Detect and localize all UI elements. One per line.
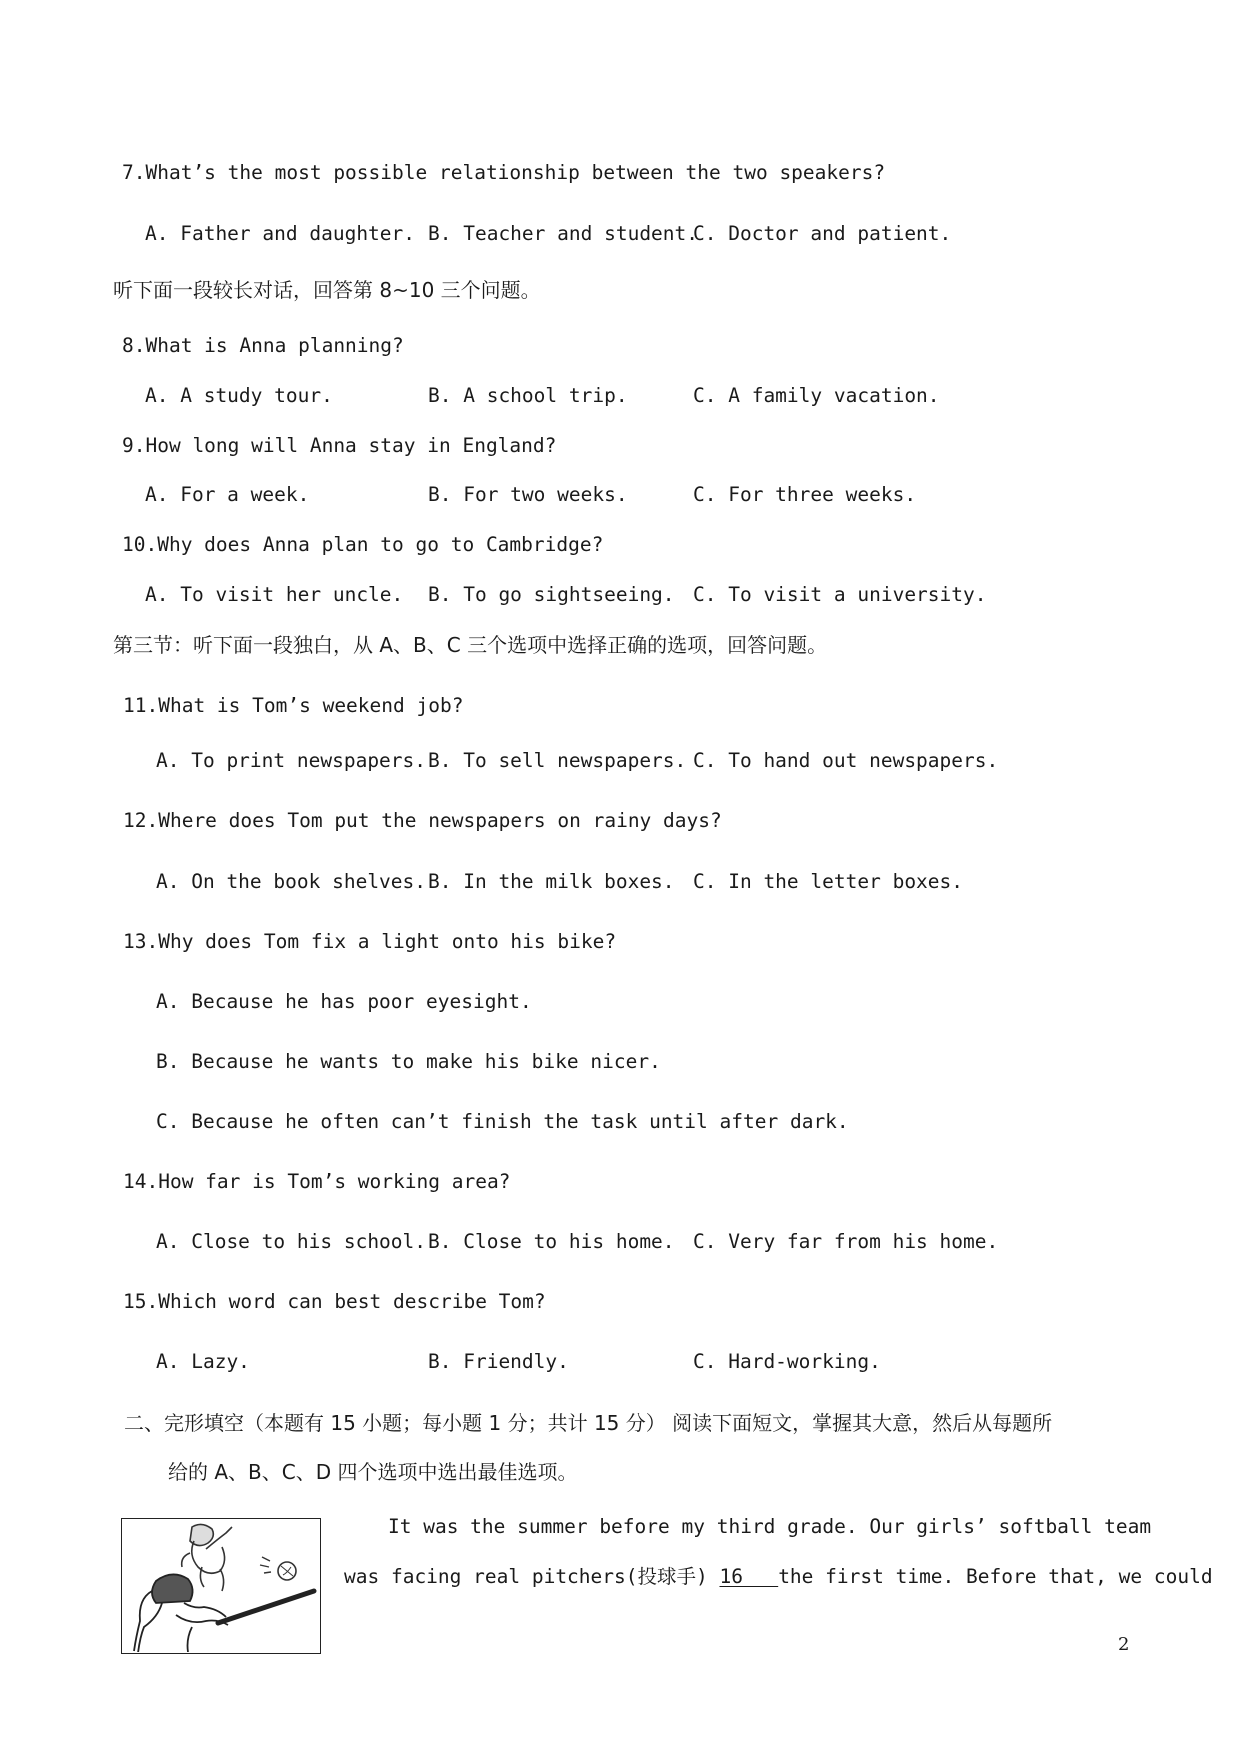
cloze-heading-continued: 给的 A、B、C、D 四个选项中选出最佳选项。 <box>168 1460 578 1484</box>
q11-question: 11.What is Tom’s weekend job? <box>123 694 464 717</box>
q9-option-b: B. For two weeks. <box>428 483 628 506</box>
q7-question: 7.What’s the most possible relationship between the two speakers? <box>122 161 886 184</box>
softball-illustration <box>121 1518 321 1654</box>
q10-option-a: A. To visit her uncle. <box>145 583 404 606</box>
q14-question: 14.How far is Tom’s working area? <box>123 1170 511 1193</box>
q12-option-b: B. In the milk boxes. <box>428 870 675 893</box>
passage-line-2-end: the first time. Before that, we could <box>778 1565 1213 1588</box>
q14-option-c: C. Very far from his home. <box>693 1230 999 1253</box>
q8-question: 8.What is Anna planning? <box>122 334 404 357</box>
passage-line-2 <box>344 1564 1213 1590</box>
q7-option-a: A. Father and daughter. <box>145 222 416 245</box>
q15-question: 15.Which word can best describe Tom? <box>123 1290 546 1313</box>
q13-option-c: C. Because he often can’t finish the task until after dark. <box>156 1110 849 1133</box>
q8-option-a: A. A study tour. <box>145 384 333 407</box>
q10-question: 10.Why does Anna plan to go to Cambridge? <box>122 533 604 556</box>
q15-option-a: A. Lazy. <box>156 1350 250 1373</box>
q9-question: 9.How long will Anna stay in England? <box>122 434 557 457</box>
bat-icon <box>218 1591 314 1623</box>
q9-option-c: C. For three weeks. <box>693 483 917 506</box>
q9-option-a: A. For a week. <box>145 483 310 506</box>
q13-option-a: A. Because he has poor eyesight. <box>156 990 532 1013</box>
q7-option-b: B. Teacher and student. <box>428 222 699 245</box>
q13-option-b: B. Because he wants to make his bike nicer. <box>156 1050 661 1073</box>
blank-16[interactable]: 16 <box>719 1565 779 1588</box>
q13-question: 13.Why does Tom fix a light onto his bike? <box>123 930 617 953</box>
section3-instruction: 第三节：听下面一段独白，从 A、B、C 三个选项中选择正确的选项，回答问题。 <box>113 633 828 657</box>
q12-option-a: A. On the book shelves. <box>156 870 427 893</box>
q15-option-c: C. Hard-working. <box>693 1350 881 1373</box>
cloze-heading: 二、完形填空（本题有 15 小题；每小题 1 分；共计 15 分） 阅读下面短文，掌握其大意，然后从每题所 <box>124 1411 1053 1435</box>
q10-option-c: C. To visit a university. <box>693 583 987 606</box>
page-number: 2 <box>1118 1634 1130 1655</box>
batter-figure <box>134 1574 228 1652</box>
q8-option-b: B. A school trip. <box>428 384 628 407</box>
q11-option-c: C. To hand out newspapers. <box>693 749 999 772</box>
dialog-instruction: 听下面一段较长对话，回答第 8~10 三个问题。 <box>113 278 541 302</box>
q15-option-b: B. Friendly. <box>428 1350 569 1373</box>
q12-question: 12.Where does Tom put the newspapers on rainy days? <box>123 809 722 832</box>
q11-option-a: A. To print newspapers. <box>156 749 427 772</box>
q7-option-c: C. Doctor and patient. <box>693 222 952 245</box>
passage-line-1: It was the summer before my third grade. Our girls’ softball team <box>388 1515 1152 1538</box>
q14-option-a: A. Close to his school. <box>156 1230 427 1253</box>
q14-option-b: B. Close to his home. <box>428 1230 675 1253</box>
q12-option-c: C. In the letter boxes. <box>693 870 964 893</box>
q11-option-b: B. To sell newspapers. <box>428 749 687 772</box>
passage-line-2-start: was facing real pitchers(投球手) <box>344 1565 720 1588</box>
q10-option-b: B. To go sightseeing. <box>428 583 675 606</box>
softball-player-image <box>122 1519 319 1652</box>
q8-option-c: C. A family vacation. <box>693 384 940 407</box>
